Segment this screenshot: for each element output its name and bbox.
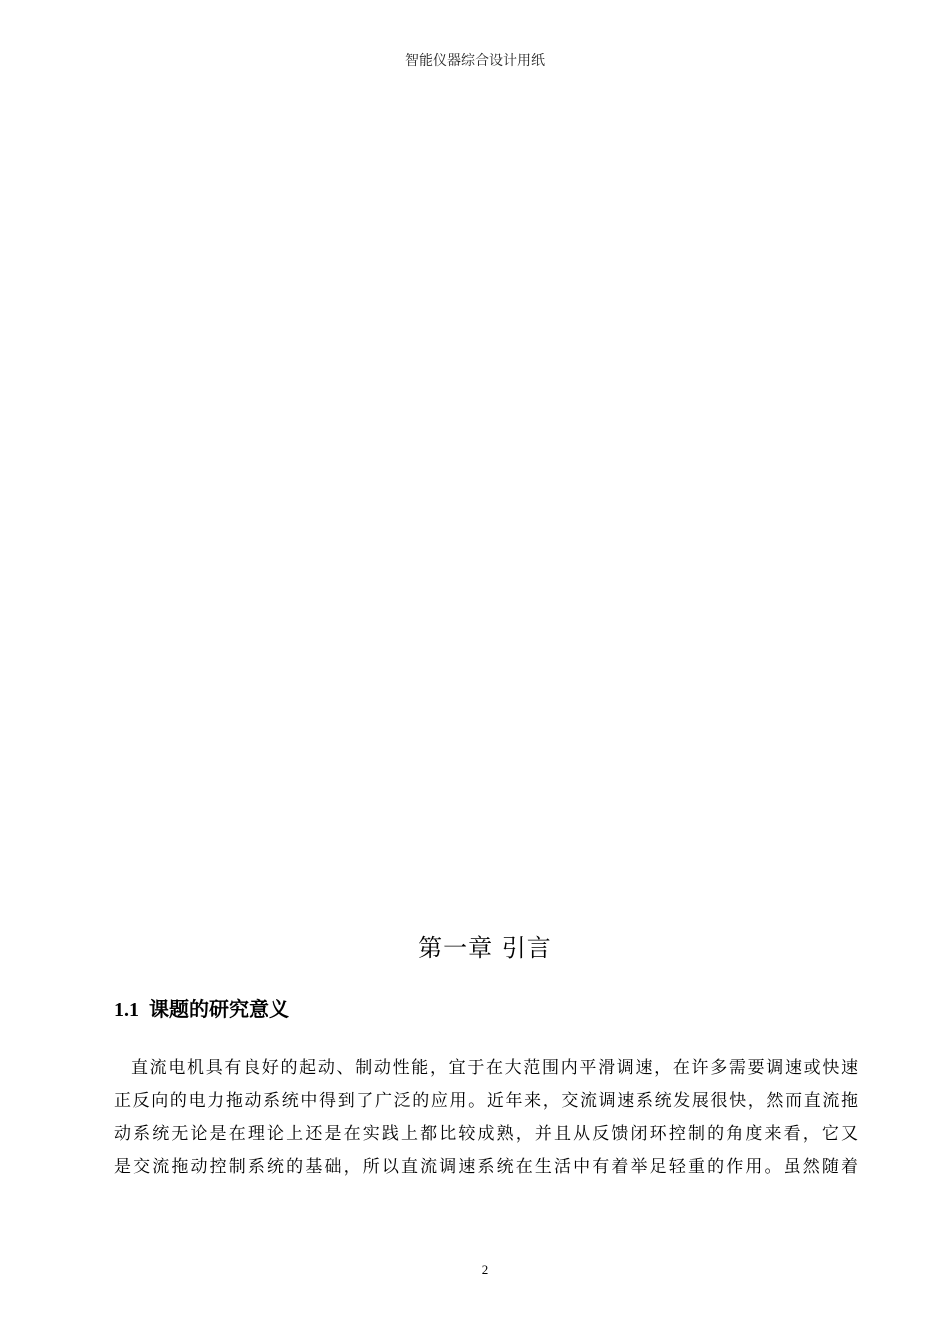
- section-heading: [114, 993, 289, 1022]
- page-header: 智能仪器综合设计用纸: [405, 53, 545, 69]
- paragraph-line: 正反向的电力拖动系统中得到了广泛的应用。近年来，交流调速系统发展很快，然而直流拖: [114, 1091, 858, 1111]
- body-paragraph: [114, 1052, 858, 1184]
- chapter-title: 第一章 引言: [418, 934, 552, 962]
- section-title-text: 课题的研究意义: [149, 997, 289, 1021]
- paragraph-line: 动系统无论是在理论上还是在实践上都比较成熟，并且从反馈闭环控制的角度来看，它又: [114, 1124, 858, 1144]
- page-number: 2: [481, 1262, 489, 1277]
- section-number: 1.1: [114, 999, 139, 1021]
- paragraph-line: 直流电机具有良好的起动、制动性能，宜于在大范围内平滑调速，在许多需要调速或快速: [131, 1058, 858, 1078]
- paragraph-line: 是交流拖动控制系统的基础，所以直流调速系统在生活中有着举足轻重的作用。虽然随着: [114, 1157, 858, 1177]
